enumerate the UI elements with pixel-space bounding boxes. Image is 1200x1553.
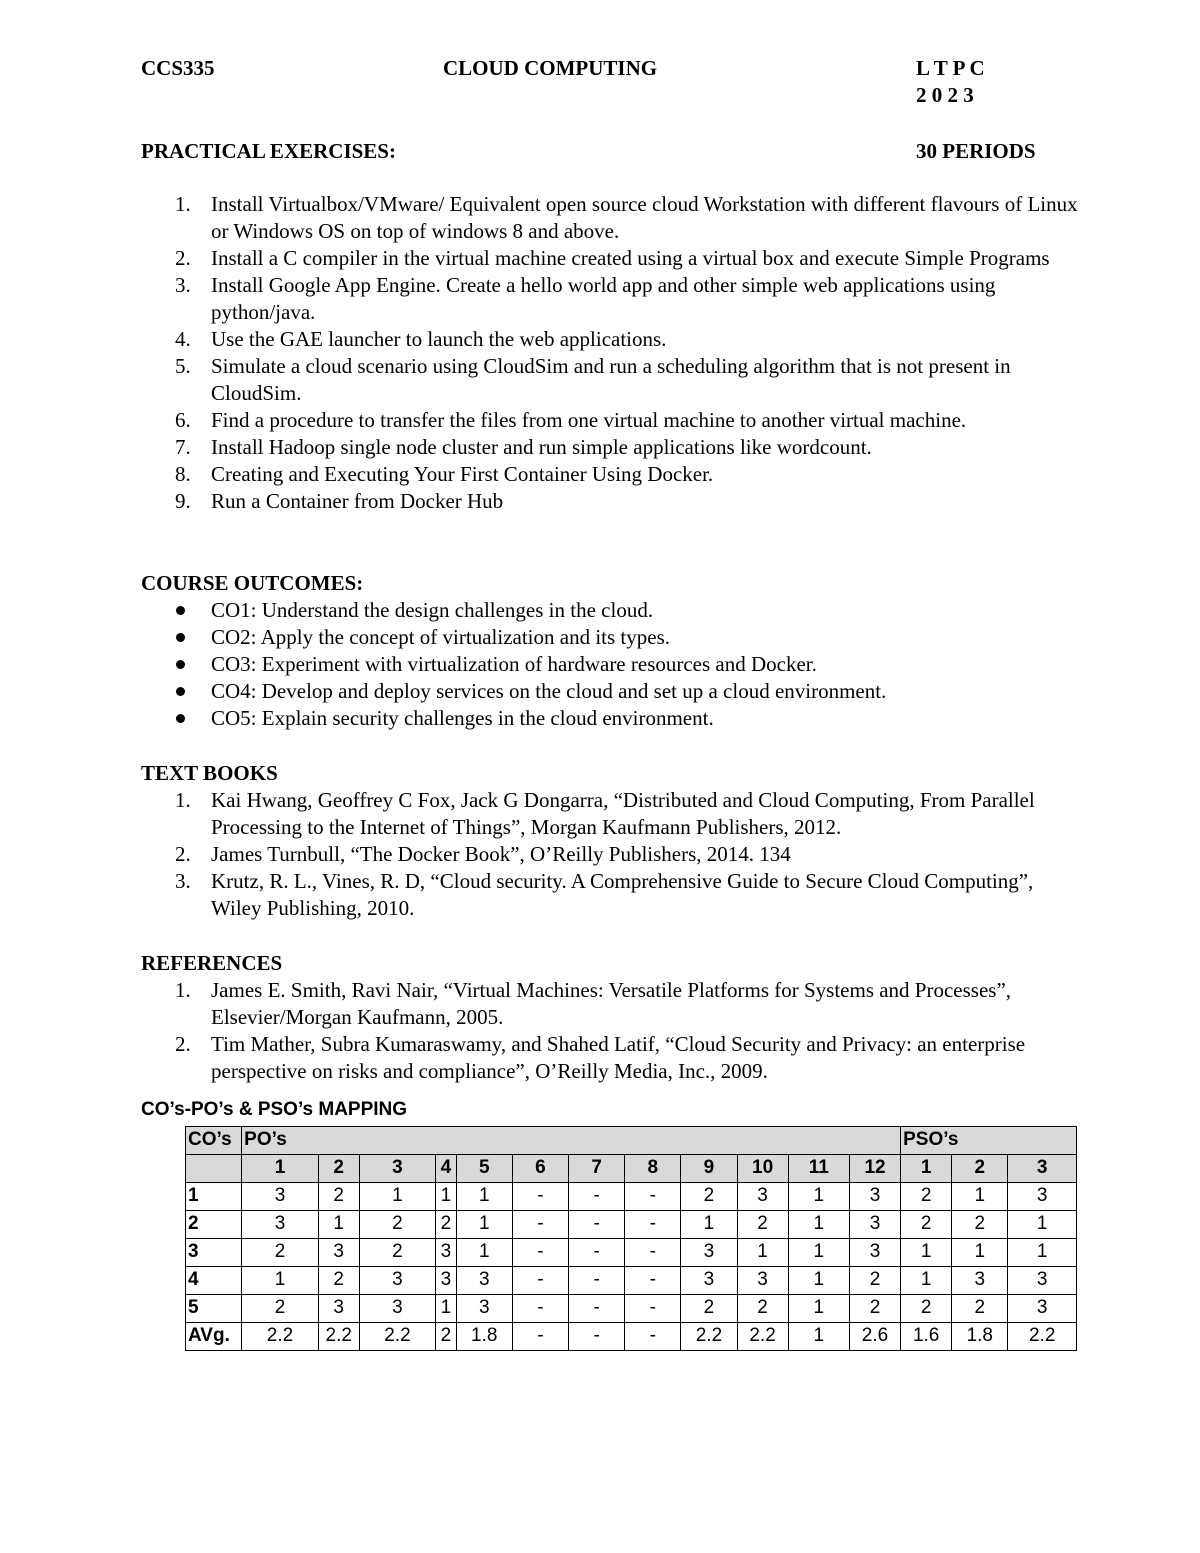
po-number: 11 xyxy=(788,1155,849,1183)
table-cell: 1.6 xyxy=(901,1323,952,1351)
table-cell: 3 xyxy=(242,1183,319,1211)
table-cell: - xyxy=(569,1267,625,1295)
list-item: 9. Run a Container from Docker Hub xyxy=(175,489,504,513)
table-row xyxy=(186,1239,1077,1267)
table-cell: 3 xyxy=(681,1239,737,1267)
table-cell: 2 xyxy=(242,1239,319,1267)
table-cell: - xyxy=(512,1211,568,1239)
practical-list xyxy=(141,191,1081,515)
table-subheader-row xyxy=(186,1155,1077,1183)
table-cell: 1 xyxy=(788,1239,849,1267)
table-cell: 2 xyxy=(901,1183,952,1211)
table-cell: - xyxy=(512,1183,568,1211)
table-cell: 3 xyxy=(737,1267,788,1295)
list-item: 7. Install Hadoop single node cluster and run simple applications like wordcount. xyxy=(175,435,872,459)
table-cell: 3 xyxy=(359,1267,436,1295)
table-cell: 2 xyxy=(436,1323,456,1351)
table-cell: - xyxy=(625,1295,681,1323)
po-number: 12 xyxy=(849,1155,900,1183)
list-item: 3. Krutz, R. L., Vines, R. D, “Cloud security. A Comprehensive Guide to Secure Cloud Computing”, Wiley Publishing, 2010. xyxy=(175,869,1034,920)
list-item: 3. Install Google App Engine. Create a hello world app and other simple web applications using python/java. xyxy=(175,273,996,324)
po-number: 10 xyxy=(737,1155,788,1183)
table-cell: 2 xyxy=(737,1211,788,1239)
mapping-table xyxy=(185,1126,1077,1351)
mapping-title: CO’s-PO’s & PSO’s MAPPING xyxy=(141,1099,408,1120)
table-cell: - xyxy=(625,1211,681,1239)
table-cell: - xyxy=(625,1323,681,1351)
table-cell: 1 xyxy=(456,1239,512,1267)
table-cell: 2 xyxy=(849,1295,900,1323)
po-number: 6 xyxy=(512,1155,568,1183)
table-cell: - xyxy=(569,1295,625,1323)
table-cell: 1 xyxy=(952,1239,1008,1267)
header-blank xyxy=(186,1155,242,1183)
table-row xyxy=(186,1211,1077,1239)
table-cell: 3 xyxy=(952,1267,1008,1295)
table-cell: 2.2 xyxy=(318,1323,359,1351)
bullet-icon xyxy=(176,687,185,696)
list-item: 1. James E. Smith, Ravi Nair, “Virtual Machines: Versatile Platforms for Systems and Processes”, Elsevier/Morgan Kaufmann, 2005. xyxy=(175,978,1012,1029)
table-cell: 1 xyxy=(788,1295,849,1323)
table-cell: 3 xyxy=(436,1267,456,1295)
table-row xyxy=(186,1267,1077,1295)
table-cell: 3 xyxy=(849,1183,900,1211)
table-cell: - xyxy=(569,1239,625,1267)
table-cell: - xyxy=(625,1183,681,1211)
table-cell: 2 xyxy=(318,1183,359,1211)
table-cell: 3 xyxy=(849,1211,900,1239)
table-cell: 1.8 xyxy=(456,1323,512,1351)
course-code: CCS335 xyxy=(141,56,215,80)
table-cell: 2 xyxy=(681,1183,737,1211)
table-cell: 3 xyxy=(359,1295,436,1323)
po-number: 5 xyxy=(456,1155,512,1183)
table-cell: 3 xyxy=(681,1267,737,1295)
row-label: 5 xyxy=(186,1295,242,1323)
table-cell: 1 xyxy=(1008,1239,1077,1267)
ltpc-values: 2 0 2 3 xyxy=(916,83,974,107)
table-cell: 3 xyxy=(1008,1295,1077,1323)
table-cell: - xyxy=(569,1323,625,1351)
header-co: CO’s xyxy=(186,1127,242,1155)
po-number: 7 xyxy=(569,1155,625,1183)
table-cell: 3 xyxy=(436,1239,456,1267)
practical-heading: PRACTICAL EXERCISES: xyxy=(141,139,396,163)
table-cell: 1.8 xyxy=(952,1323,1008,1351)
table-cell: 3 xyxy=(318,1239,359,1267)
table-cell: 1 xyxy=(952,1183,1008,1211)
table-cell: 2 xyxy=(318,1267,359,1295)
table-cell: 2 xyxy=(952,1211,1008,1239)
bullet-icon xyxy=(176,714,185,723)
bullet-icon xyxy=(176,606,185,615)
table-cell: 3 xyxy=(456,1267,512,1295)
course-title: CLOUD COMPUTING xyxy=(443,56,658,80)
practical-periods: 30 PERIODS xyxy=(916,139,1036,163)
table-row xyxy=(186,1323,1077,1351)
list-item: 6. Find a procedure to transfer the files from one virtual machine to another virtual machine. xyxy=(175,408,967,432)
row-label: 2 xyxy=(186,1211,242,1239)
table-cell: 1 xyxy=(681,1211,737,1239)
list-item: 8. Creating and Executing Your First Container Using Docker. xyxy=(175,462,714,486)
list-item: 5. Simulate a cloud scenario using CloudSim and run a scheduling algorithm that is not present in CloudSim. xyxy=(175,354,1011,405)
row-label: AVg. xyxy=(186,1323,242,1351)
row-label: 4 xyxy=(186,1267,242,1295)
pso-number: 2 xyxy=(952,1155,1008,1183)
table-cell: 2.2 xyxy=(1008,1323,1077,1351)
list-item: 4. Use the GAE launcher to launch the web applications. xyxy=(175,327,667,351)
table-cell: 1 xyxy=(901,1267,952,1295)
table-cell: - xyxy=(512,1239,568,1267)
list-item: CO2: Apply the concept of virtualization and its types. xyxy=(141,624,1081,651)
table-cell: 2 xyxy=(901,1211,952,1239)
table-cell: 2 xyxy=(901,1295,952,1323)
table-cell: 3 xyxy=(456,1295,512,1323)
outcomes-heading: COURSE OUTCOMES: xyxy=(141,571,364,595)
table-cell: 2.6 xyxy=(849,1323,900,1351)
header-pso: PSO’s xyxy=(901,1127,1077,1155)
table-cell: 1 xyxy=(318,1211,359,1239)
table-cell: 3 xyxy=(242,1211,319,1239)
list-item: 2. Install a C compiler in the virtual machine created using a virtual box and execute Simple Programs xyxy=(175,246,1050,270)
table-cell: - xyxy=(625,1267,681,1295)
table-header-row xyxy=(186,1127,1077,1155)
bullet-icon xyxy=(176,633,185,642)
table-cell: 2 xyxy=(359,1211,436,1239)
table-cell: 2 xyxy=(681,1295,737,1323)
outcomes-list xyxy=(141,597,1081,732)
table-cell: 3 xyxy=(1008,1183,1077,1211)
table-cell: 1 xyxy=(456,1183,512,1211)
header-po: PO’s xyxy=(242,1127,901,1155)
table-cell: 1 xyxy=(436,1295,456,1323)
references-heading: REFERENCES xyxy=(141,951,283,975)
list-item: CO5: Explain security challenges in the cloud environment. xyxy=(141,705,1081,732)
textbooks-heading: TEXT BOOKS xyxy=(141,761,278,785)
list-item: 1. Install Virtualbox/VMware/ Equivalent open source cloud Workstation with different flavours of Linux or Windows OS on top of windows 8 and above. xyxy=(175,192,1078,243)
table-cell: 1 xyxy=(242,1267,319,1295)
table-cell: 1 xyxy=(1008,1211,1077,1239)
po-number: 2 xyxy=(318,1155,359,1183)
table-cell: 1 xyxy=(788,1211,849,1239)
table-cell: 1 xyxy=(788,1267,849,1295)
list-item: 2. Tim Mather, Subra Kumaraswamy, and Shahed Latif, “Cloud Security and Privacy: an enterprise perspective on risks and compliance”, O’Reilly Media, Inc., 2009. xyxy=(175,1032,1026,1083)
table-cell: 3 xyxy=(737,1183,788,1211)
textbooks-list xyxy=(141,787,1081,922)
list-item: CO4: Develop and deploy services on the cloud and set up a cloud environment. xyxy=(141,678,1081,705)
references-list xyxy=(141,977,1081,1085)
table-cell: - xyxy=(625,1239,681,1267)
row-label: 3 xyxy=(186,1239,242,1267)
table-cell: 1 xyxy=(359,1183,436,1211)
table-cell: - xyxy=(512,1295,568,1323)
table-cell: 3 xyxy=(318,1295,359,1323)
table-cell: 2 xyxy=(952,1295,1008,1323)
table-cell: 2.2 xyxy=(359,1323,436,1351)
list-item: 2. James Turnbull, “The Docker Book”, O’Reilly Publishers, 2014. 134 xyxy=(175,842,791,866)
table-cell: 1 xyxy=(901,1239,952,1267)
table-cell: 1 xyxy=(456,1211,512,1239)
table-cell: 1 xyxy=(436,1183,456,1211)
table-cell: - xyxy=(569,1211,625,1239)
po-number: 3 xyxy=(359,1155,436,1183)
table-cell: 2 xyxy=(737,1295,788,1323)
po-number: 9 xyxy=(681,1155,737,1183)
ltpc-label: L T P C xyxy=(916,56,985,80)
list-item: 1. Kai Hwang, Geoffrey C Fox, Jack G Dongarra, “Distributed and Cloud Computing, From Parallel Processing to the Internet of Things”, Morgan Kaufmann Publishers, 2012. xyxy=(175,788,1035,839)
table-cell: 3 xyxy=(1008,1267,1077,1295)
table-row xyxy=(186,1183,1077,1211)
table-cell: - xyxy=(512,1323,568,1351)
table-cell: 3 xyxy=(849,1239,900,1267)
table-cell: 2 xyxy=(849,1267,900,1295)
table-cell: - xyxy=(569,1183,625,1211)
pso-number: 1 xyxy=(901,1155,952,1183)
table-cell: 2.2 xyxy=(242,1323,319,1351)
po-number: 1 xyxy=(242,1155,319,1183)
row-label: 1 xyxy=(186,1183,242,1211)
table-cell: 1 xyxy=(737,1239,788,1267)
table-cell: 2 xyxy=(436,1211,456,1239)
list-item: CO3: Experiment with virtualization of hardware resources and Docker. xyxy=(141,651,1081,678)
table-cell: 1 xyxy=(788,1323,849,1351)
table-cell: 2 xyxy=(242,1295,319,1323)
pso-number: 3 xyxy=(1008,1155,1077,1183)
table-row xyxy=(186,1295,1077,1323)
po-number: 4 xyxy=(436,1155,456,1183)
table-cell: 2.2 xyxy=(737,1323,788,1351)
list-item: CO1: Understand the design challenges in the cloud. xyxy=(141,597,1081,624)
table-cell: - xyxy=(512,1267,568,1295)
po-number: 8 xyxy=(625,1155,681,1183)
table-cell: 2 xyxy=(359,1239,436,1267)
table-cell: 1 xyxy=(788,1183,849,1211)
table-cell: 2.2 xyxy=(681,1323,737,1351)
bullet-icon xyxy=(176,660,185,669)
